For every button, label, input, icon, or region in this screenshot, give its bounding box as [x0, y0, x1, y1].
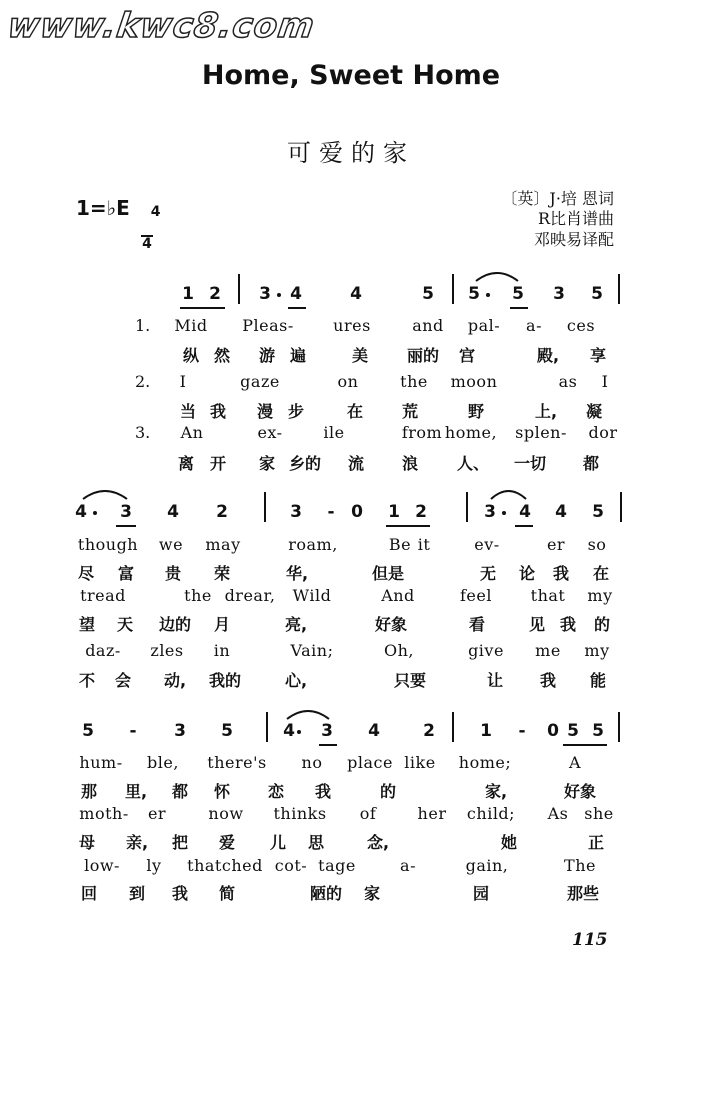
note: 4	[283, 721, 295, 741]
slur	[475, 270, 519, 282]
lyric-chinese: 我	[559, 615, 577, 634]
eighth-underline	[116, 525, 136, 527]
note: 4	[290, 284, 302, 304]
lyric-english: home,	[444, 423, 498, 442]
note: 3	[259, 284, 271, 304]
lyric-chinese: 离	[177, 454, 195, 473]
note: 3	[484, 502, 496, 522]
lyric-chinese: 富	[117, 564, 135, 583]
lyric-chinese: 家,	[484, 782, 508, 801]
note: 5	[221, 721, 233, 741]
note: 5	[512, 284, 524, 304]
lyric-english: daz-	[85, 641, 121, 660]
lyric-english: dor	[588, 423, 618, 442]
lyric-chinese: 在	[346, 402, 364, 421]
lyric-english: my	[587, 586, 613, 605]
lyric-chinese: 见	[528, 615, 546, 634]
verse-number: 2.	[135, 372, 151, 391]
lyric-english: roam,	[288, 535, 338, 554]
lyric-chinese: 纵	[182, 346, 200, 365]
lyric-english: the	[400, 372, 428, 391]
lyric-chinese: 乡的	[288, 454, 322, 473]
dotted-note-dot	[277, 293, 281, 297]
lyric-chinese: 亲,	[125, 833, 149, 852]
lyric-chinese: 我	[314, 782, 332, 801]
lyric-chinese: 流	[347, 454, 365, 473]
note: 3	[120, 502, 132, 522]
eighth-underline	[510, 307, 528, 309]
lyric-chinese: 不	[78, 671, 96, 690]
lyric-chinese: 我	[209, 402, 227, 421]
verse-number: 1.	[135, 316, 151, 335]
lyric-english: me	[535, 641, 561, 660]
eighth-underline	[515, 525, 533, 527]
note: 4	[75, 502, 87, 522]
lyric-english: we	[158, 535, 184, 554]
note: 0	[547, 721, 559, 741]
note: 4	[350, 284, 362, 304]
lyric-english: moth-	[79, 804, 129, 823]
note: 5	[591, 284, 603, 304]
lyric-english: And	[381, 586, 415, 605]
note: 3	[174, 721, 186, 741]
eighth-underline	[288, 307, 306, 309]
lyric-english: thatched	[187, 856, 263, 875]
watermark: www.kwc8.com	[5, 6, 318, 46]
lyric-english: there's	[207, 753, 267, 772]
lyric-chinese: 让	[486, 671, 504, 690]
lyric-chinese: 月	[213, 615, 231, 634]
lyric-chinese: 好象	[563, 782, 597, 801]
lyric-english: may	[205, 535, 241, 554]
lyric-english: drear,	[224, 586, 276, 605]
note: 2	[209, 284, 221, 304]
lyric-chinese: 的	[379, 782, 397, 801]
lyric-english: Oh,	[383, 641, 415, 660]
lyric-english: Wild	[292, 586, 332, 605]
lyric-english: and	[412, 316, 444, 335]
eighth-underline	[319, 744, 337, 746]
time-signature-bottom: 4	[142, 236, 152, 252]
lyric-chinese: 美	[351, 346, 369, 365]
verse-number: 3.	[135, 423, 151, 442]
lyric-chinese: 开	[209, 454, 227, 473]
time-signature	[141, 190, 161, 267]
note: 0	[351, 502, 363, 522]
bar-line	[620, 492, 622, 522]
lyric-chinese: 园	[472, 884, 490, 903]
lyric-chinese: 家	[363, 884, 381, 903]
lyric-english: that	[530, 586, 566, 605]
note: 4	[555, 502, 567, 522]
lyric-chinese: 正	[587, 833, 605, 852]
dotted-note-dot	[502, 511, 506, 515]
lyric-english: like	[404, 753, 436, 772]
time-signature-top: 4	[150, 204, 161, 220]
lyric-chinese: 那些	[566, 884, 600, 903]
note: 5	[468, 284, 480, 304]
lyric-english: Vain;	[290, 641, 334, 660]
lyric-english: from	[401, 423, 443, 442]
note: 2	[216, 502, 228, 522]
lyric-chinese: 都	[582, 454, 600, 473]
lyric-chinese: 遍	[289, 346, 307, 365]
lyric-chinese: 念,	[366, 833, 390, 852]
lyric-chinese: 游	[258, 346, 276, 365]
lyric-english: splen-	[515, 423, 567, 442]
lyric-english: A	[568, 753, 582, 772]
lyric-chinese: 贵	[164, 564, 182, 583]
lyric-english: home;	[458, 753, 512, 772]
lyric-chinese: 天	[116, 615, 134, 634]
lyric-english: thinks	[273, 804, 327, 823]
lyric-chinese: 步	[287, 402, 305, 421]
note: 5	[592, 502, 604, 522]
lyric-chinese: 会	[114, 671, 132, 690]
lyric-english: er	[546, 535, 566, 554]
lyric-english: ces	[566, 316, 596, 335]
lyric-chinese: 心,	[284, 671, 308, 690]
lyric-chinese: 亮,	[284, 615, 308, 634]
lyric-chinese: 享	[589, 346, 607, 365]
lyric-english: place	[347, 753, 393, 772]
bar-line	[618, 274, 620, 304]
lyric-chinese: 无	[479, 564, 497, 583]
lyric-english: hum-	[79, 753, 123, 772]
note: 3	[290, 502, 302, 522]
lyric-chinese: 野	[467, 402, 485, 421]
note: 2	[423, 721, 435, 741]
page-number: 115	[572, 930, 608, 950]
credit-composer: R比肖谱曲	[537, 209, 614, 228]
lyric-chinese: 殿,	[536, 346, 560, 365]
note: 1	[480, 721, 492, 741]
lyric-chinese: 简	[218, 884, 236, 903]
lyric-english: as	[558, 372, 578, 391]
lyric-english: Be	[388, 535, 412, 554]
lyric-chinese: 儿	[269, 833, 287, 852]
lyric-english: tage	[318, 856, 356, 875]
lyric-chinese: 边的	[158, 615, 192, 634]
note: 3	[321, 721, 333, 741]
lyric-chinese: 爱	[218, 833, 236, 852]
lyric-english: ly	[146, 856, 162, 875]
lyric-chinese: 我	[552, 564, 570, 583]
lyric-chinese: 当	[179, 402, 197, 421]
lyric-english: no	[301, 753, 323, 772]
lyric-chinese: 怀	[213, 782, 231, 801]
lyric-english: An	[180, 423, 204, 442]
lyric-chinese: 宫	[458, 346, 476, 365]
lyric-chinese: 母	[78, 833, 96, 852]
dotted-note-dot	[297, 730, 301, 734]
lyric-english: As	[547, 804, 569, 823]
slur	[82, 488, 128, 500]
lyric-english: now	[208, 804, 244, 823]
eighth-underline	[180, 307, 225, 309]
lyric-english: ures	[333, 316, 371, 335]
lyric-english: ex-	[257, 423, 283, 442]
note: -	[518, 721, 526, 741]
lyric-chinese: 里,	[124, 782, 148, 801]
dotted-note-dot	[486, 293, 490, 297]
lyric-chinese: 陋的	[309, 884, 343, 903]
lyric-english: ile	[323, 423, 345, 442]
bar-line	[466, 492, 468, 522]
lyric-english: my	[584, 641, 610, 660]
lyric-english: it	[417, 535, 431, 554]
lyric-chinese: 她	[500, 833, 518, 852]
lyric-english: I	[601, 372, 609, 391]
note: 2	[415, 502, 427, 522]
lyric-english: zles	[150, 641, 184, 660]
eighth-underline	[386, 525, 430, 527]
bar-line	[452, 712, 454, 742]
lyric-english: her	[417, 804, 447, 823]
bar-line	[618, 712, 620, 742]
lyric-english: feel	[460, 586, 492, 605]
lyric-chinese: 我	[171, 884, 189, 903]
lyric-chinese: 一切	[513, 454, 547, 473]
lyric-english: er	[147, 804, 167, 823]
lyric-chinese: 我	[539, 671, 557, 690]
lyric-chinese: 看	[468, 615, 486, 634]
note: 4	[167, 502, 179, 522]
lyric-chinese: 丽的	[406, 346, 440, 365]
note: 5	[422, 284, 434, 304]
note: 3	[553, 284, 565, 304]
lyric-chinese: 然	[213, 346, 231, 365]
lyric-english: cot-	[274, 856, 308, 875]
lyric-english: ble,	[147, 753, 179, 772]
lyric-chinese: 动,	[163, 671, 187, 690]
note: 5	[567, 721, 579, 741]
lyric-chinese: 论	[518, 564, 536, 583]
eighth-underline	[563, 744, 607, 746]
dotted-note-dot	[93, 511, 97, 515]
bar-line	[452, 274, 454, 304]
note: 4	[519, 502, 531, 522]
lyric-english: moon	[450, 372, 498, 391]
lyric-english: give	[468, 641, 504, 660]
bar-line	[266, 712, 268, 742]
lyric-english: ev-	[474, 535, 500, 554]
lyric-english: The	[564, 856, 596, 875]
lyric-english: I	[179, 372, 187, 391]
song-title: Home, Sweet Home	[201, 60, 501, 91]
lyric-english: Pleas-	[242, 316, 294, 335]
lyric-chinese: 都	[171, 782, 189, 801]
lyric-chinese: 望	[78, 615, 96, 634]
lyric-english: a-	[526, 316, 542, 335]
lyric-english: gain,	[465, 856, 509, 875]
bar-line	[238, 274, 240, 304]
lyric-chinese: 荒	[401, 402, 419, 421]
lyric-chinese: 回	[80, 884, 98, 903]
lyric-english: gaze	[240, 372, 280, 391]
lyric-chinese: 好象	[374, 615, 408, 634]
lyric-chinese: 的	[593, 615, 611, 634]
lyric-chinese: 能	[589, 671, 607, 690]
key-signature: 1=♭E	[76, 196, 130, 220]
lyric-chinese: 那	[80, 782, 98, 801]
slur	[490, 488, 527, 500]
lyric-english: so	[587, 535, 607, 554]
lyric-chinese: 浪	[401, 454, 419, 473]
lyric-english: though	[77, 535, 139, 554]
lyric-english: she	[584, 804, 614, 823]
lyric-chinese: 漫	[256, 402, 274, 421]
lyric-chinese: 但是	[371, 564, 405, 583]
credit-lyricist: 〔英〕J·培 恩词	[501, 189, 614, 208]
lyric-chinese: 恋	[267, 782, 285, 801]
lyric-english: the	[184, 586, 212, 605]
bar-line	[264, 492, 266, 522]
note: 5	[592, 721, 604, 741]
lyric-english: on	[337, 372, 359, 391]
lyric-chinese: 华,	[285, 564, 309, 583]
lyric-chinese: 我的	[208, 671, 242, 690]
lyric-chinese: 凝	[585, 402, 603, 421]
lyric-chinese: 人、	[456, 454, 490, 473]
note: 4	[368, 721, 380, 741]
lyric-english: a-	[400, 856, 416, 875]
lyric-english: pal-	[467, 316, 501, 335]
song-subtitle: 可爱的家	[287, 139, 415, 167]
lyric-chinese: 在	[592, 564, 610, 583]
note: -	[327, 502, 335, 522]
lyric-english: child;	[466, 804, 516, 823]
lyric-chinese: 把	[171, 833, 189, 852]
lyric-english: tread	[80, 586, 126, 605]
lyric-english: Mid	[174, 316, 208, 335]
lyric-chinese: 荣	[213, 564, 231, 583]
lyric-english: of	[359, 804, 377, 823]
lyric-chinese: 只要	[393, 671, 427, 690]
lyric-english: in	[213, 641, 231, 660]
credit-translator: 邓映易译配	[533, 230, 614, 249]
lyric-chinese: 家	[258, 454, 276, 473]
lyric-english: low-	[84, 856, 120, 875]
lyric-chinese: 上,	[534, 402, 558, 421]
note: 1	[388, 502, 400, 522]
lyric-chinese: 尽	[77, 564, 95, 583]
note: -	[129, 721, 137, 741]
lyric-chinese: 到	[128, 884, 146, 903]
lyric-chinese: 思	[307, 833, 325, 852]
note: 5	[82, 721, 94, 741]
note: 1	[182, 284, 194, 304]
slur	[286, 708, 330, 720]
